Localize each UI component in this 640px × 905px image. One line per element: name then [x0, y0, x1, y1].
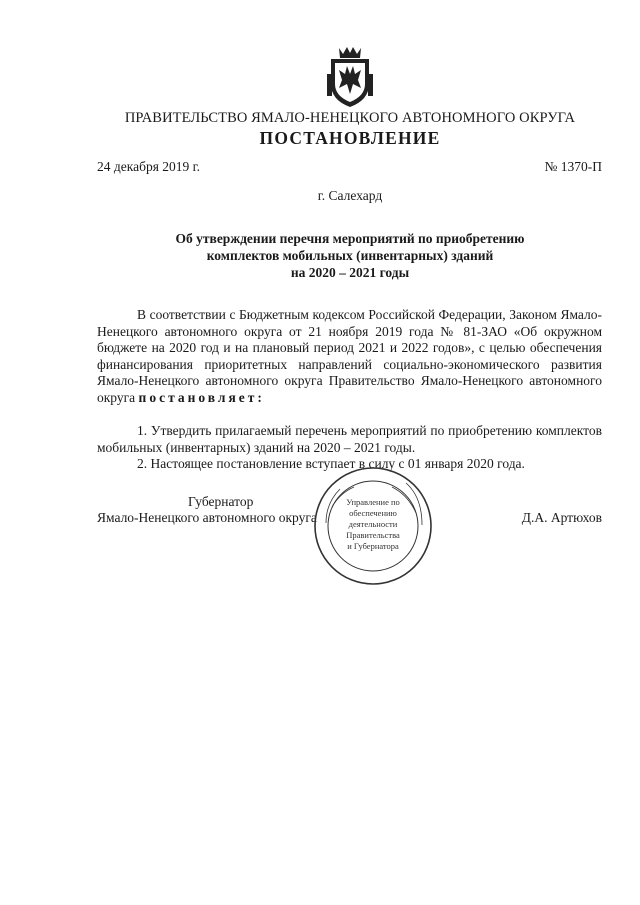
document-type: ПОСТАНОВЛЕНИЕ: [259, 128, 441, 148]
stamp-line-5: и Губернатора: [347, 541, 399, 551]
title-line-1: Об утверждении перечня мероприятий по приобретению: [175, 231, 525, 246]
document-number: № 1370-П: [544, 159, 602, 174]
decree-item-2: 2. Настоящее постановление вступает в силу с 01 января 2020 года.: [137, 456, 525, 471]
stamp-line-3: деятельности: [348, 519, 398, 529]
decree-word: постановляет:: [138, 389, 265, 405]
organization-name: ПРАВИТЕЛЬСТВО ЯМАЛО-НЕНЕЦКОГО АВТОНОМНОГО ОКРУГА: [124, 110, 576, 126]
intro-text: В соответствии с Бюджетным кодексом Российской Федерации, Законом Ямало-Ненецкого автономного округа от 21 ноября 2019 года № 81-ЗАО «Об окружном бюджете на 2020 год и на плановый период 2021 и 2022 годов», с целью обеспечения финансирования приоритетных направлений социально-экономического развития Ямало-Ненецкого автономного округа Правительство Ямало-Ненецкого автономного округа: [97, 307, 602, 405]
signatory-organization: Ямало-Ненецкого автономного округа: [97, 510, 317, 525]
signatory-title: Губернатор: [188, 494, 254, 509]
document-city: г. Салехард: [317, 188, 383, 203]
document-body: [97, 307, 602, 473]
title-line-3: на 2020 – 2021 годы: [290, 265, 410, 280]
official-stamp: [310, 463, 436, 589]
stamp-line-2: обеспечению: [349, 508, 397, 518]
intro-paragraph: [97, 307, 602, 406]
decree-item-1: 1. Утвердить прилагаемый перечень мероприятий по приобретению комплектов мобильных (инвентарных) зданий на 2020 – 2021 годы.: [97, 423, 602, 455]
signatory-name: Д.А. Артюхов: [521, 510, 602, 525]
stamp-line-4: Правительства: [346, 530, 400, 540]
document-title: [140, 230, 560, 281]
document-date: 24 декабря 2019 г.: [97, 159, 201, 174]
title-line-2: комплектов мобильных (инвентарных) зданий: [206, 248, 494, 263]
coat-of-arms-icon: [325, 44, 375, 110]
stamp-line-1: Управление по: [346, 497, 400, 507]
